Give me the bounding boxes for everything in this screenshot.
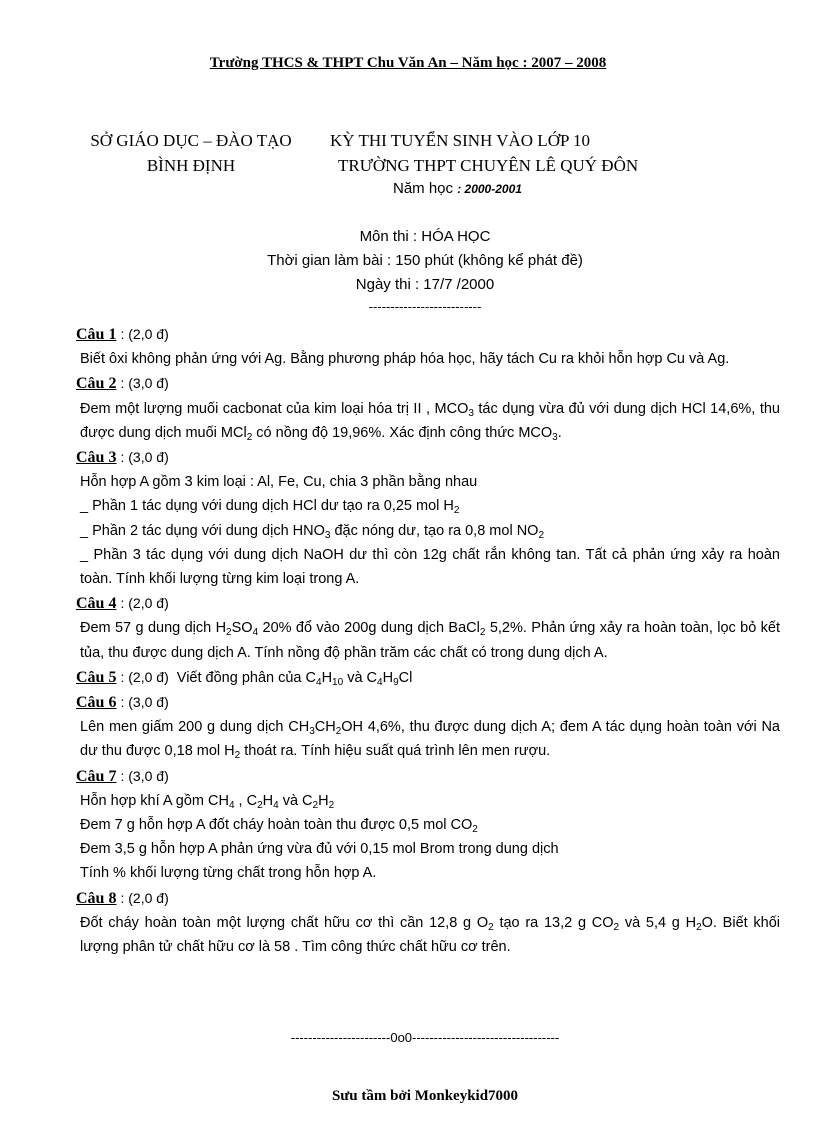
school-header: Trường THCS & THPT Chu Văn An – Năm học : 2007 – 2008 — [209, 55, 607, 71]
subscript: 2 — [257, 799, 263, 811]
question-points: : (2,0 đ) — [120, 326, 169, 342]
text-run: , C — [234, 792, 258, 809]
question-label: Câu 2 — [76, 375, 117, 393]
question-3-part-1 — [76, 494, 780, 518]
subscript: 2 — [246, 431, 253, 443]
exam-date: Ngày thi : 17/7 /2000 — [355, 276, 495, 293]
question-label: Câu 4 — [76, 595, 117, 613]
subscript: 9 — [393, 676, 399, 688]
subscript: 4 — [228, 799, 235, 811]
question-1-title — [76, 322, 780, 347]
school-year-value: : 2000-2001 — [457, 182, 522, 196]
subscript: 2 — [328, 799, 335, 811]
subscript: 10 — [332, 676, 344, 688]
subscript: 3 — [309, 726, 315, 738]
subscript: 4 — [273, 799, 279, 811]
question-label: Câu 1 — [76, 326, 117, 343]
subscript: 2 — [312, 799, 319, 811]
subscript: 2 — [696, 921, 702, 933]
question-7-title — [76, 764, 780, 789]
subscript: 4 — [252, 627, 259, 639]
question-label: Câu 8 — [76, 889, 117, 907]
text-run: SO — [231, 620, 253, 637]
text-run: H — [318, 792, 329, 809]
text-run: Đem một lượng muối cacbonat của kim loại hóa trị II , MCO — [80, 400, 469, 417]
exam-block — [330, 128, 710, 178]
text-run: H — [262, 792, 274, 809]
exam-duration: Thời gian làm bài : 150 phút (không kể phát đề) — [267, 252, 583, 269]
subscript: 3 — [324, 529, 331, 541]
text-run: Đem 57 g dung dịch H — [80, 620, 227, 637]
question-points: : (2,0 đ) — [120, 889, 169, 906]
text-run: và C — [278, 792, 313, 809]
question-points: : (3,0 đ) — [120, 375, 169, 392]
text-run: 20% đổ vào 200g dung dịch BaCl — [258, 620, 480, 637]
text-run: đặc nóng dư, tạo ra 0,8 mol NO — [330, 522, 539, 539]
footer-credit: Sưu tầm bởi Monkeykid7000 — [331, 1088, 519, 1104]
text-run: H — [321, 669, 333, 686]
question-3-intro: Hỗn hợp A gồm 3 kim loại : Al, Fe, Cu, chia 3 phần bằng nhau — [80, 474, 478, 491]
text-run: tác dụng vừa đủ với dung dịch HCl 14,6%, thu được dung dịch muối MCl — [80, 400, 780, 441]
subscript: 3 — [468, 407, 474, 419]
text-run: và C — [343, 669, 378, 686]
text-run: _ Phần 2 tác dụng với dung dịch HNO — [80, 522, 325, 539]
question-3-part-2 — [76, 519, 780, 543]
exam-school: TRƯỜNG THPT CHUYÊN LÊ QUÝ ĐÔN — [338, 156, 639, 175]
subscript: 3 — [552, 431, 558, 443]
school-year — [393, 180, 522, 197]
text-run: Viết đồng phân của C — [168, 669, 316, 686]
exam-meta — [0, 225, 816, 317]
subscript: 2 — [234, 750, 241, 762]
question-6-text — [76, 715, 780, 763]
subscript: 4 — [377, 676, 383, 688]
question-points: : (3,0 đ) — [120, 694, 169, 711]
question-points: : (3,0 đ) — [120, 767, 169, 784]
question-3-title — [76, 445, 780, 470]
question-8-title — [76, 886, 780, 911]
question-2-title — [76, 371, 780, 396]
subscript: 2 — [479, 627, 486, 639]
department-name: SỞ GIÁO DỤC – ĐÀO TẠO — [90, 131, 292, 150]
subscript: 2 — [335, 726, 342, 738]
question-6-title — [76, 690, 780, 715]
text-run: Hỗn hợp khí A gồm CH — [80, 792, 229, 809]
question-1-text: Biết ôxi không phản ứng với Ag. Bằng phương pháp hóa học, hãy tách Cu ra khỏi hỗn hợp Cu và Ag. — [80, 351, 730, 368]
subscript: 2 — [226, 627, 232, 639]
text-run: tạo ra 13,2 g CO — [493, 914, 614, 931]
text-run: thoát ra. Tính hiệu suất quá trình lên men rượu. — [240, 743, 551, 760]
text-run: Đem 7 g hỗn hợp A đốt cháy hoàn toàn thu được 0,5 mol CO — [80, 817, 473, 834]
questions — [76, 322, 780, 959]
meta-divider: -------------------------- — [368, 299, 482, 314]
subscript: 2 — [613, 921, 620, 933]
text-run: CH — [314, 719, 336, 736]
question-4-title — [76, 591, 780, 616]
question-7-line-2 — [76, 813, 780, 837]
question-points: : (2,0 đ) — [120, 595, 169, 612]
exam-title: KỲ THI TUYỂN SINH VÀO LỚP 10 — [330, 131, 591, 150]
question-label: Câu 3 — [76, 449, 117, 467]
question-label: Câu 7 — [76, 767, 117, 785]
question-7-line-3: Đem 3,5 g hỗn hợp A phản ứng vừa đủ với 0,15 mol Brom trong dung dịch — [80, 841, 559, 858]
question-5-title — [76, 665, 780, 690]
department-block — [76, 128, 306, 178]
question-label: Câu 5 — [76, 668, 117, 686]
end-divider: -----------------------0o0---------------------------------- — [290, 1030, 560, 1045]
subscript: 2 — [538, 529, 544, 541]
text-run: và 5,4 g H — [619, 914, 697, 931]
question-4-text — [76, 616, 780, 664]
subscript: 2 — [472, 824, 478, 836]
subscript: 2 — [488, 921, 494, 933]
question-label: Câu 6 — [76, 694, 117, 712]
question-points: : (2,0 đ) — [120, 668, 169, 685]
question-7-line-1 — [76, 789, 780, 813]
exam-subject: Môn thi : HÓA HỌC — [359, 228, 491, 245]
text-run: _ Phần 1 tác dụng với dung dịch HCl dư tạo ra 0,25 mol H — [80, 498, 454, 515]
text-run: Lên men giấm 200 g dung dịch CH — [80, 719, 310, 736]
question-8-text — [76, 911, 780, 959]
text-run: có nồng độ 19,96%. Xác định công thức MCO — [252, 424, 553, 441]
subscript: 4 — [316, 676, 322, 688]
subscript: 2 — [453, 505, 460, 517]
question-3-part-3: _ Phần 3 tác dụng với dung dịch NaOH dư thì còn 12g chất rắn không tan. Tất cả phản ứng xảy ra hoàn toàn. Tính khối lượng từng kim loại trong A. — [80, 546, 780, 588]
school-year-label: Năm học — [393, 180, 458, 197]
text-run: OH 4,6%, thu được dung dịch A; đem A tác dụng hoàn toàn với Na dư thu được 0,18 mol H — [80, 719, 780, 760]
question-points: : (3,0 đ) — [120, 449, 169, 466]
province-name: BÌNH ĐỊNH — [146, 156, 236, 175]
question-2-text — [76, 397, 780, 445]
text-run: 5,2%. Phản ứng xảy ra hoàn toàn, lọc bỏ kết tủa, thu được dung dịch A. Tính nồng độ phần trăm các chất có trong dung dịch A. — [80, 620, 780, 661]
question-7-line-4: Tính % khối lượng từng chất trong hỗn hợp A. — [80, 865, 377, 882]
text-run: Đốt cháy hoàn toàn một lượng chất hữu cơ thì cần 12,8 g O — [80, 914, 489, 931]
text-run: H — [382, 669, 394, 686]
text-run: O. Biết khối lượng phân tử chất hữu cơ là 58 . Tìm công thức chất hữu cơ trên. — [80, 914, 781, 956]
text-run: . — [557, 424, 562, 441]
text-run: Cl — [398, 669, 413, 686]
